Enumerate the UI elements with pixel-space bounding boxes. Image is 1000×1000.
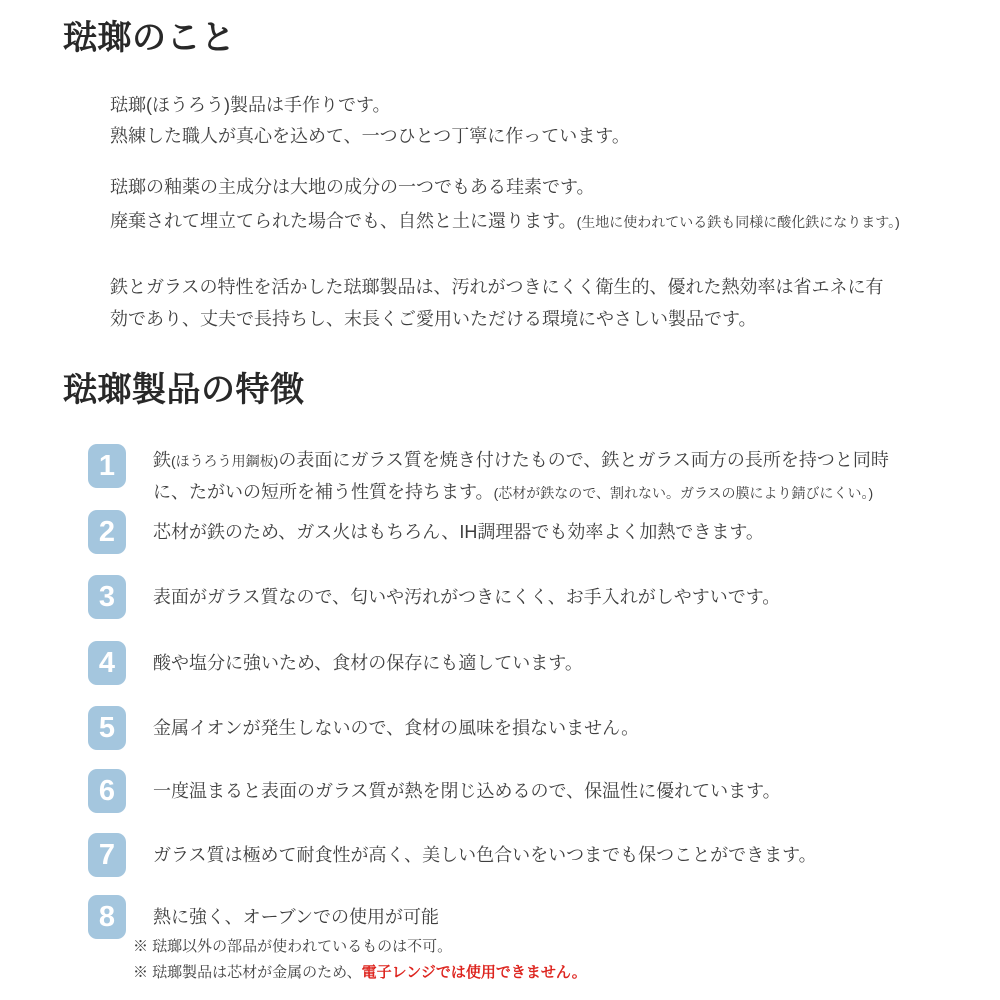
feature-small-note: (芯材が鉄なので、割れない。ガラスの膜により錆びにくい。) [493, 485, 874, 501]
feature-row-4 [88, 641, 583, 685]
paragraph-line: 鉄とガラスの特性を活かした琺瑯製品は、汚れがつきにくく衛生的、優れた熱効率は省エネに有 [110, 277, 884, 297]
feature-number-badge: 3 [88, 575, 126, 619]
feature-text: 芯材が鉄のため、ガス火はもちろん、IH調理器でも効率よく加熱できます。 [153, 521, 764, 542]
feature-row-1 [88, 444, 889, 509]
footnotes [133, 934, 587, 986]
feature-text-line [153, 445, 889, 477]
about-paragraph-material [110, 170, 900, 239]
footnote-microwave [133, 960, 587, 986]
section-title-features: 琺瑯製品の特徴 [63, 371, 305, 409]
feature-number-badge: 7 [88, 833, 126, 877]
feature-text-segment: 鉄 [153, 450, 171, 470]
feature-number-badge: 4 [88, 641, 126, 685]
feature-text: 酸や塩分に強いため、食材の保存にも適しています。 [153, 652, 583, 673]
feature-small-note: (ほうろう用鋼板) [171, 453, 279, 469]
feature-row-2 [88, 510, 764, 554]
feature-text: 熱に強く、オーブンでの使用が可能 [153, 906, 440, 927]
feature-number-badge: 5 [88, 706, 126, 750]
feature-text-line [153, 477, 889, 509]
feature-text: ガラス質は極めて耐食性が高く、美しい色合いをいつまでも保つことができます。 [153, 844, 817, 865]
feature-row-8 [88, 895, 439, 939]
paragraph-line: 琺瑯(ほうろう)製品は手作りです。 [110, 95, 391, 115]
paragraph-small-note: (生地に使われている鉄も同様に酸化鉄になります。) [576, 214, 900, 230]
paragraph-line [110, 204, 900, 239]
paragraph-line: 琺瑯の釉薬の主成分は大地の成分の一つでもある珪素です。 [110, 177, 595, 197]
footnote-text: ※ 琺瑯製品は芯材が金属のため、 [133, 964, 362, 981]
feature-text [153, 445, 889, 509]
feature-row-6 [88, 769, 781, 813]
feature-number-badge: 1 [88, 444, 126, 488]
feature-text: 一度温まると表面のガラス質が熱を閉じ込めるので、保温性に優れています。 [153, 780, 781, 801]
feature-number-badge: 2 [88, 510, 126, 554]
about-paragraph-handmade [110, 90, 630, 152]
section-title-about: 琺瑯のこと [63, 19, 236, 57]
feature-row-7 [88, 833, 817, 877]
feature-text-segment: に、たがいの短所を補う性質を持ちます。 [153, 482, 494, 502]
feature-number-badge: 6 [88, 769, 126, 813]
feature-text-segment: の表面にガラス質を焼き付けたもので、鉄とガラス両方の長所を持つと同時 [278, 450, 889, 470]
feature-number-badge: 8 [88, 895, 126, 939]
paragraph-line: 効であり、丈夫で長持ちし、末長くご愛用いただける環境にやさしい製品です。 [110, 309, 757, 329]
feature-text: 金属イオンが発生しないので、食材の風味を損ないません。 [153, 717, 640, 738]
feature-row-5 [88, 706, 639, 750]
paragraph-text: 廃棄されて埋立てられた場合でも、自然と土に還ります。 [110, 211, 577, 231]
about-paragraph-eco [110, 271, 883, 335]
footnote-parts: ※ 琺瑯以外の部品が使われているものは不可。 [133, 938, 453, 955]
feature-row-3 [88, 575, 780, 619]
paragraph-line: 熟練した職人が真心を込めて、一つひとつ丁寧に作っています。 [110, 126, 630, 146]
feature-text: 表面がガラス質なので、匂いや汚れがつきにくく、お手入れがしやすいです。 [153, 586, 781, 607]
footnote-warning-text: 電子レンジでは使用できません。 [361, 964, 587, 981]
